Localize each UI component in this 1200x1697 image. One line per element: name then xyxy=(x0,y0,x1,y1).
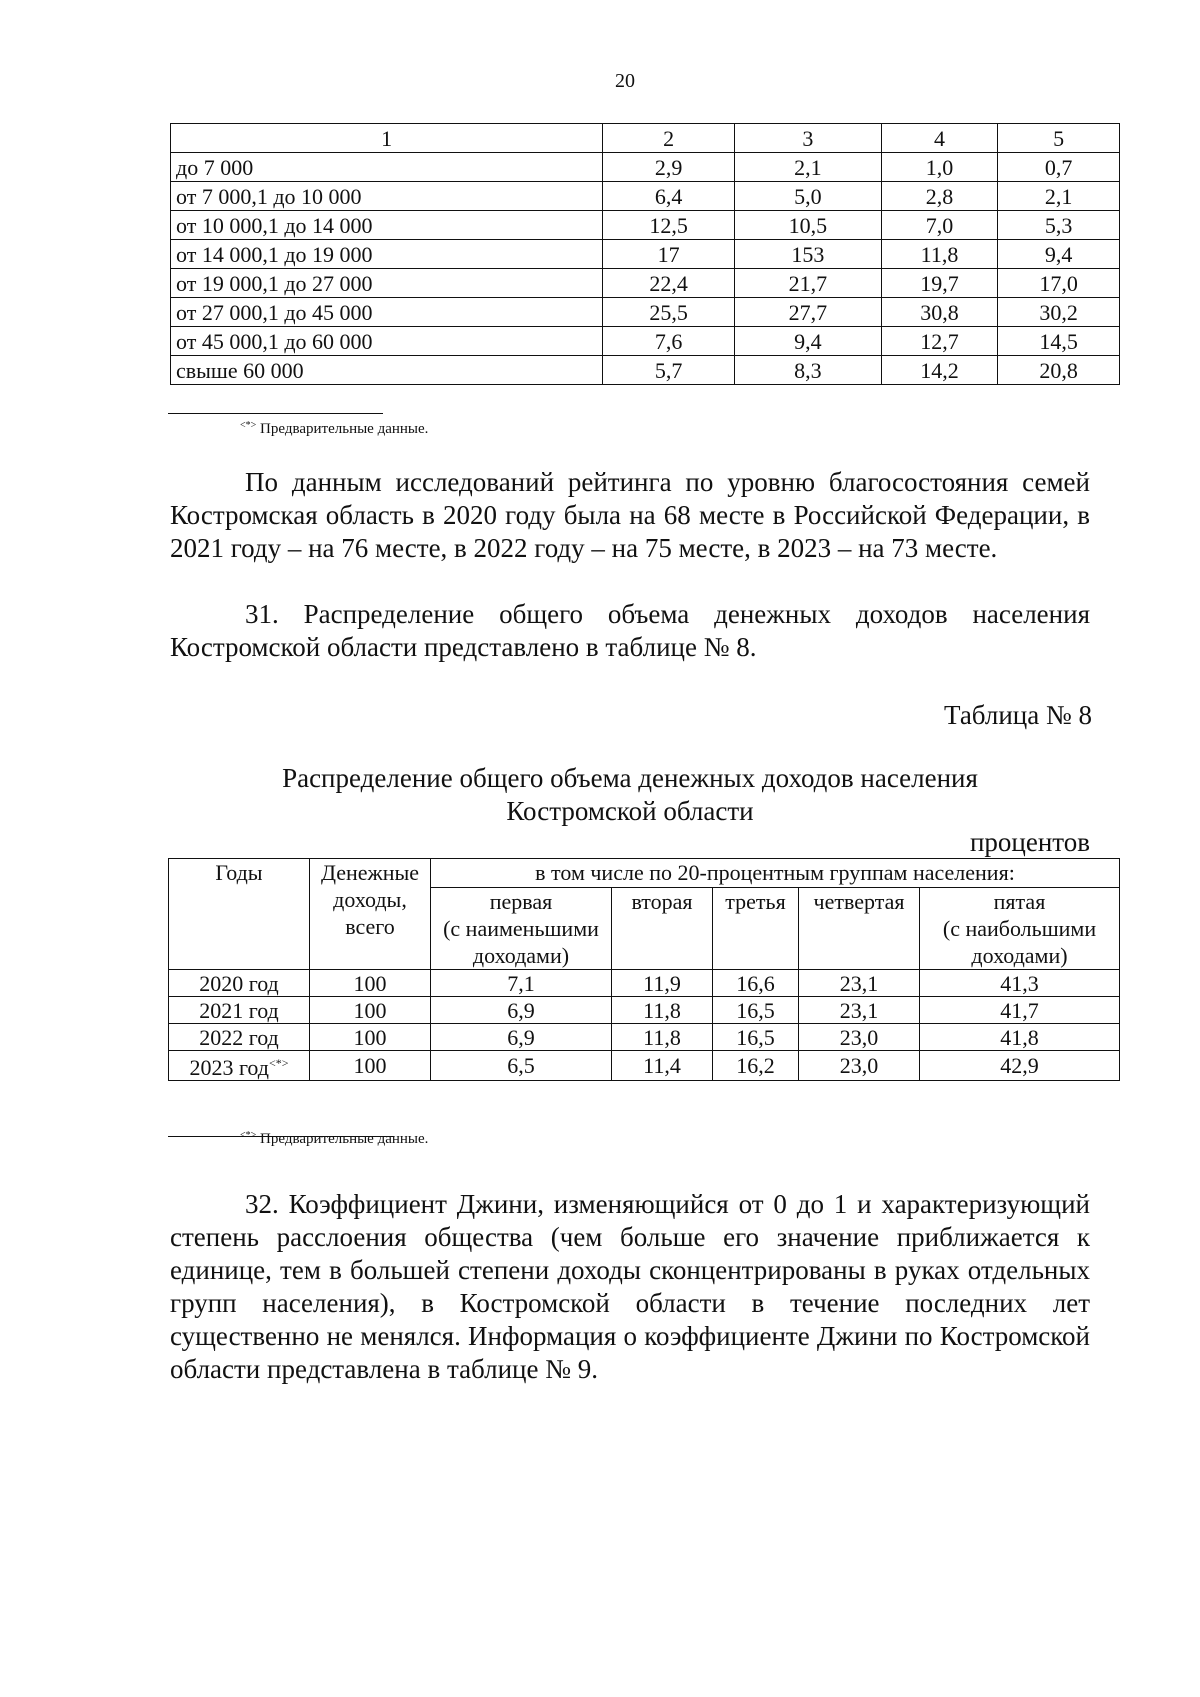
header-line: Денежные xyxy=(320,860,420,885)
header-line: доходы, xyxy=(333,887,407,912)
table-cell: 11,8 xyxy=(612,997,713,1024)
paragraph xyxy=(170,466,1090,565)
header-line: доходами) xyxy=(971,943,1068,968)
caption-line: Распределение общего объема денежных доходов населения xyxy=(282,763,978,793)
paragraph xyxy=(170,1188,1090,1386)
table-row xyxy=(169,1024,1120,1051)
table-cell: 41,8 xyxy=(920,1024,1120,1051)
year-cell xyxy=(169,997,310,1024)
table-cell: 153 xyxy=(734,240,881,269)
table-cell: 7,1 xyxy=(431,970,612,997)
table-cell: 2,8 xyxy=(881,182,998,211)
table-cell: 30,2 xyxy=(998,298,1120,327)
table-row xyxy=(171,269,1120,298)
page-number: 20 xyxy=(615,70,635,92)
table-cell: 100 xyxy=(310,1051,431,1081)
table-row xyxy=(169,997,1120,1024)
table-cell: 16,6 xyxy=(713,970,799,997)
table-row xyxy=(171,182,1120,211)
income-share-table xyxy=(168,858,1120,1081)
table-cell: 17 xyxy=(603,240,735,269)
table-row xyxy=(171,153,1120,182)
column-header: 2 xyxy=(603,124,735,153)
table-cell: 30,8 xyxy=(881,298,998,327)
column-header-groups: в том числе по 20-процентным группам населения: xyxy=(431,859,1120,888)
table-label: Таблица № 8 xyxy=(944,700,1092,730)
year-text: 2023 год xyxy=(189,1055,269,1080)
table-cell: от 19 000,1 до 27 000 xyxy=(171,269,603,298)
year-cell xyxy=(169,1024,310,1051)
column-header-fourth: четвертая xyxy=(799,888,920,970)
footnote-text: Предварительные данные. xyxy=(256,1131,429,1147)
table-cell: 6,9 xyxy=(431,1024,612,1051)
column-header: 5 xyxy=(998,124,1120,153)
table-cell: 11,9 xyxy=(612,970,713,997)
column-header-third: третья xyxy=(713,888,799,970)
footnote xyxy=(240,1130,428,1148)
paragraph-text: 31. Распределение общего объема денежных доходов населения Костромской области представлено в таблице № 8. xyxy=(170,599,1090,662)
table-cell: от 27 000,1 до 45 000 xyxy=(171,298,603,327)
paragraph xyxy=(170,598,1090,664)
table-cell: 2,1 xyxy=(998,182,1120,211)
table-cell: 100 xyxy=(310,997,431,1024)
column-header: 4 xyxy=(881,124,998,153)
table-cell: 41,7 xyxy=(920,997,1120,1024)
footnote xyxy=(240,420,428,438)
table-cell: 20,8 xyxy=(998,356,1120,385)
table-cell: 8,3 xyxy=(734,356,881,385)
table-cell: 0,7 xyxy=(998,153,1120,182)
column-header-fifth xyxy=(920,888,1120,970)
table-cell: 11,4 xyxy=(612,1051,713,1081)
table-cell: 1,0 xyxy=(881,153,998,182)
table-cell: 21,7 xyxy=(734,269,881,298)
paragraph-text: По данным исследований рейтинга по уровню благосостояния семей Костромская область в 2020 году была на 68 месте в Российской Федерации, в 2021 году – на 76 месте, в 2022 году – на 75 месте, в 2023 – на 73 месте. xyxy=(170,467,1090,563)
year-cell xyxy=(169,970,310,997)
table-cell: 100 xyxy=(310,1024,431,1051)
table-cell: 5,7 xyxy=(603,356,735,385)
table-cell: 100 xyxy=(310,970,431,997)
header-line: пятая xyxy=(993,889,1046,914)
footnote-mark: <*> xyxy=(240,1130,257,1141)
table-cell: 19,7 xyxy=(881,269,998,298)
table-cell: 16,5 xyxy=(713,997,799,1024)
year-text: 2021 год xyxy=(199,997,279,1023)
table-cell: 23,0 xyxy=(799,1024,920,1051)
column-header-total xyxy=(310,859,431,970)
table-header-row xyxy=(169,859,1120,888)
table-cell: 16,5 xyxy=(713,1024,799,1051)
units-label: процентов xyxy=(969,827,1090,857)
column-header: 3 xyxy=(734,124,881,153)
table-row xyxy=(171,240,1120,269)
table-cell: 42,9 xyxy=(920,1051,1120,1081)
table-cell: 41,3 xyxy=(920,970,1120,997)
table-cell: до 7 000 xyxy=(171,153,603,182)
table-row xyxy=(171,356,1120,385)
table-cell: 7,6 xyxy=(603,327,735,356)
table-cell: свыше 60 000 xyxy=(171,356,603,385)
table-header-row xyxy=(171,124,1120,153)
table-cell: 11,8 xyxy=(881,240,998,269)
header-line: всего xyxy=(345,914,395,939)
table-row xyxy=(169,1051,1120,1081)
table-row xyxy=(171,211,1120,240)
table-cell: 22,4 xyxy=(603,269,735,298)
table-cell: 23,0 xyxy=(799,1051,920,1081)
caption-line: Костромской области xyxy=(506,796,754,826)
table-cell: 16,2 xyxy=(713,1051,799,1081)
table-row xyxy=(171,298,1120,327)
year-text: 2020 год xyxy=(199,970,279,996)
table-cell: от 7 000,1 до 10 000 xyxy=(171,182,603,211)
table-row xyxy=(169,970,1120,997)
table-cell: 14,5 xyxy=(998,327,1120,356)
table-cell: 25,5 xyxy=(603,298,735,327)
footnote-mark: <*> xyxy=(240,420,257,431)
table-cell: 23,1 xyxy=(799,970,920,997)
column-header-years: Годы xyxy=(169,859,310,970)
table-cell: 23,1 xyxy=(799,997,920,1024)
table-cell: 2,9 xyxy=(603,153,735,182)
column-header: 1 xyxy=(171,124,603,153)
table-cell: 11,8 xyxy=(612,1024,713,1051)
paragraph-text: 32. Коэффициент Джини, изменяющийся от 0 до 1 и характеризующий степень расслоения общества (чем больше его значение приближается к единице, тем в большей степени доходы сконцентрированы в руках отдельных групп населения), в Костромской области в течение последних лет существенно не менялся. Информация о коэффициенте Джини по Костромской области представлена в таблице № 9. xyxy=(170,1189,1090,1384)
table-cell: 14,2 xyxy=(881,356,998,385)
year-cell xyxy=(169,1051,310,1081)
footnote-mark: <*> xyxy=(269,1056,289,1070)
income-distribution-table xyxy=(170,123,1120,385)
footnote-separator xyxy=(168,413,383,414)
table-cell: 12,5 xyxy=(603,211,735,240)
table-cell: 9,4 xyxy=(734,327,881,356)
header-line: доходами) xyxy=(472,943,570,968)
table-cell: 5,3 xyxy=(998,211,1120,240)
column-header-first xyxy=(431,888,612,970)
table-cell: 9,4 xyxy=(998,240,1120,269)
table-cell: 5,0 xyxy=(734,182,881,211)
table-caption xyxy=(170,762,1090,828)
table-cell: 10,5 xyxy=(734,211,881,240)
table-cell: 7,0 xyxy=(881,211,998,240)
table-cell: от 45 000,1 до 60 000 xyxy=(171,327,603,356)
column-header-second: вторая xyxy=(612,888,713,970)
table-cell: от 10 000,1 до 14 000 xyxy=(171,211,603,240)
footnote-text: Предварительные данные. xyxy=(256,421,429,437)
table-cell: 6,5 xyxy=(431,1051,612,1081)
table-cell: 6,4 xyxy=(603,182,735,211)
table-cell: 6,9 xyxy=(431,997,612,1024)
table-cell: 12,7 xyxy=(881,327,998,356)
year-text: 2022 год xyxy=(199,1024,279,1050)
header-line: (с наибольшими xyxy=(942,916,1097,941)
table-cell: 2,1 xyxy=(734,153,881,182)
table-cell: от 14 000,1 до 19 000 xyxy=(171,240,603,269)
table-cell: 17,0 xyxy=(998,269,1120,298)
header-line: первая xyxy=(489,889,553,914)
table-cell: 27,7 xyxy=(734,298,881,327)
header-line: (с наименьшими xyxy=(443,916,599,941)
table-row xyxy=(171,327,1120,356)
